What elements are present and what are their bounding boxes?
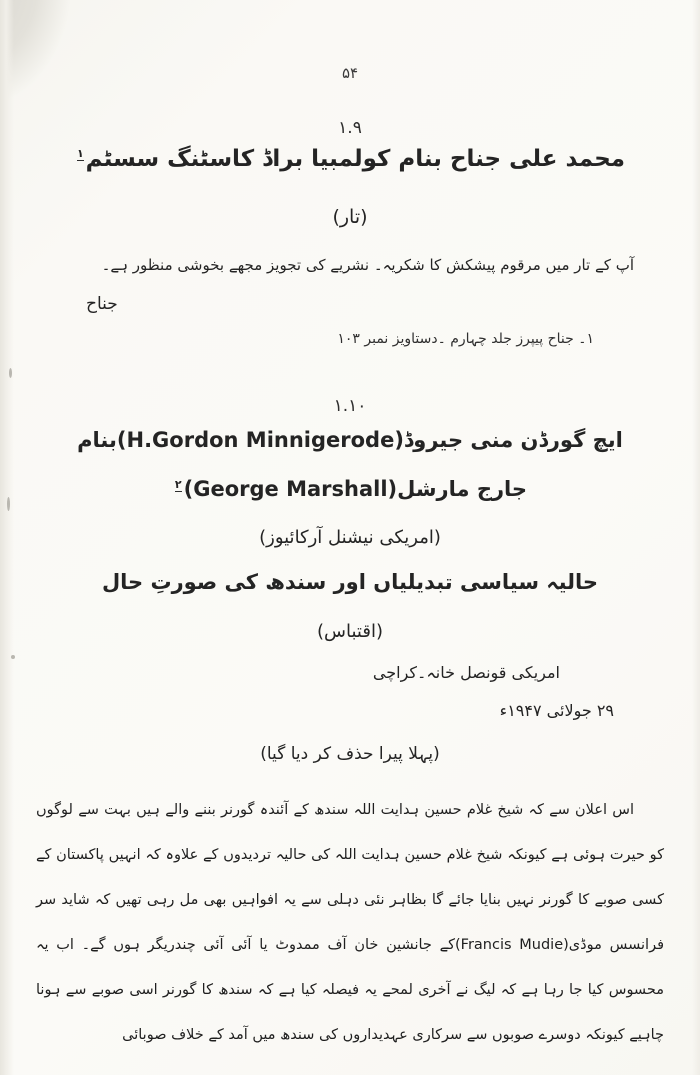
section-1-9-number: ۱.۹ [338, 118, 362, 138]
document-type-label: (تار) [332, 206, 368, 228]
document-date: ۲۹ جولائی ۱۹۴۷ء [499, 701, 614, 720]
footnote-1-text: ۱۔ جناح پیپرز جلد چہارم ۔دستاویز نمبر ۱۰۳ [337, 331, 594, 347]
scan-speck [11, 655, 15, 659]
section-1-10-number: ۱.۱۰ [333, 396, 367, 416]
footnote-marker-1: ۱ [76, 147, 84, 161]
archive-source-label: (امریکی نیشنل آرکائیوز) [259, 527, 441, 548]
section-1-10-title-line2 [0, 477, 700, 501]
sender-location: امریکی قونصل خانہ۔کراچی [372, 663, 560, 682]
section-1-10-body-paragraph: اس اعلان سے کہ شیخ غلام حسین ہدایت اللہ سندھ کے آئندہ گورنر بننے والے ہیں بہت سے لوگوں کو حیرت ہوئی ہے کیونکہ شیخ غلام حسین ہدایت اللہ کی حالیہ تردیدوں کے علاوہ کہ انہیں پاکستان کے کسی صوبے کا گورنر نہیں بنایا جائے گا بظاہر نئی دہلی سے یہ افواہیں بھی مل رہی تھیں کہ شاید سر فرانسس موڈی(Francis Mudie)کے جانشین خان آف ممدوٹ یا آئی آئی چندریگر ہوں گے۔ اب یہ محسوس کیا جا رہا ہے کہ لیگ نے آخری لمحے یہ فیصلہ کیا ہے کہ سندھ کا گورنر اسی صوبے سے ہونا چاہیے کیونکہ دوسرے صوبوں سے سرکاری عہدیداروں کی سندھ میں آمد کے خلاف صوبائی [36, 802, 664, 1043]
document-subject: حالیہ سیاسی تبدیلیاں اور سندھ کی صورتِ حال [101, 570, 599, 594]
scan-speck [9, 368, 12, 378]
addressee-name-urdu: جارج مارشل [397, 477, 528, 501]
section-1-10-title-line1: ایچ گورڈن منی جیروڈ(H.Gordon Minnigerode)بنام [77, 428, 623, 452]
page-number: ۵۴ [341, 64, 359, 82]
section-1-9-body-text: آپ کے تار میں مرقوم پیشکش کا شکریہ۔ نشریے کی تجویز مجھے بخوشی منظور ہے۔ [101, 256, 634, 274]
section-1-9-title [0, 146, 700, 172]
omission-note: (پہلا پیرا حذف کر دیا گیا) [260, 744, 440, 764]
section-1-9-title-text: محمد علی جناح بنام کولمبیا براڈ کاسٹنگ سسٹم [85, 146, 626, 172]
excerpt-label: (اقتباس) [317, 621, 383, 642]
footnote-marker-2: ۲ [174, 478, 182, 491]
addressee-name-latin: (George Marshall) [183, 477, 398, 501]
signature-jinnah: جناح [86, 294, 118, 314]
